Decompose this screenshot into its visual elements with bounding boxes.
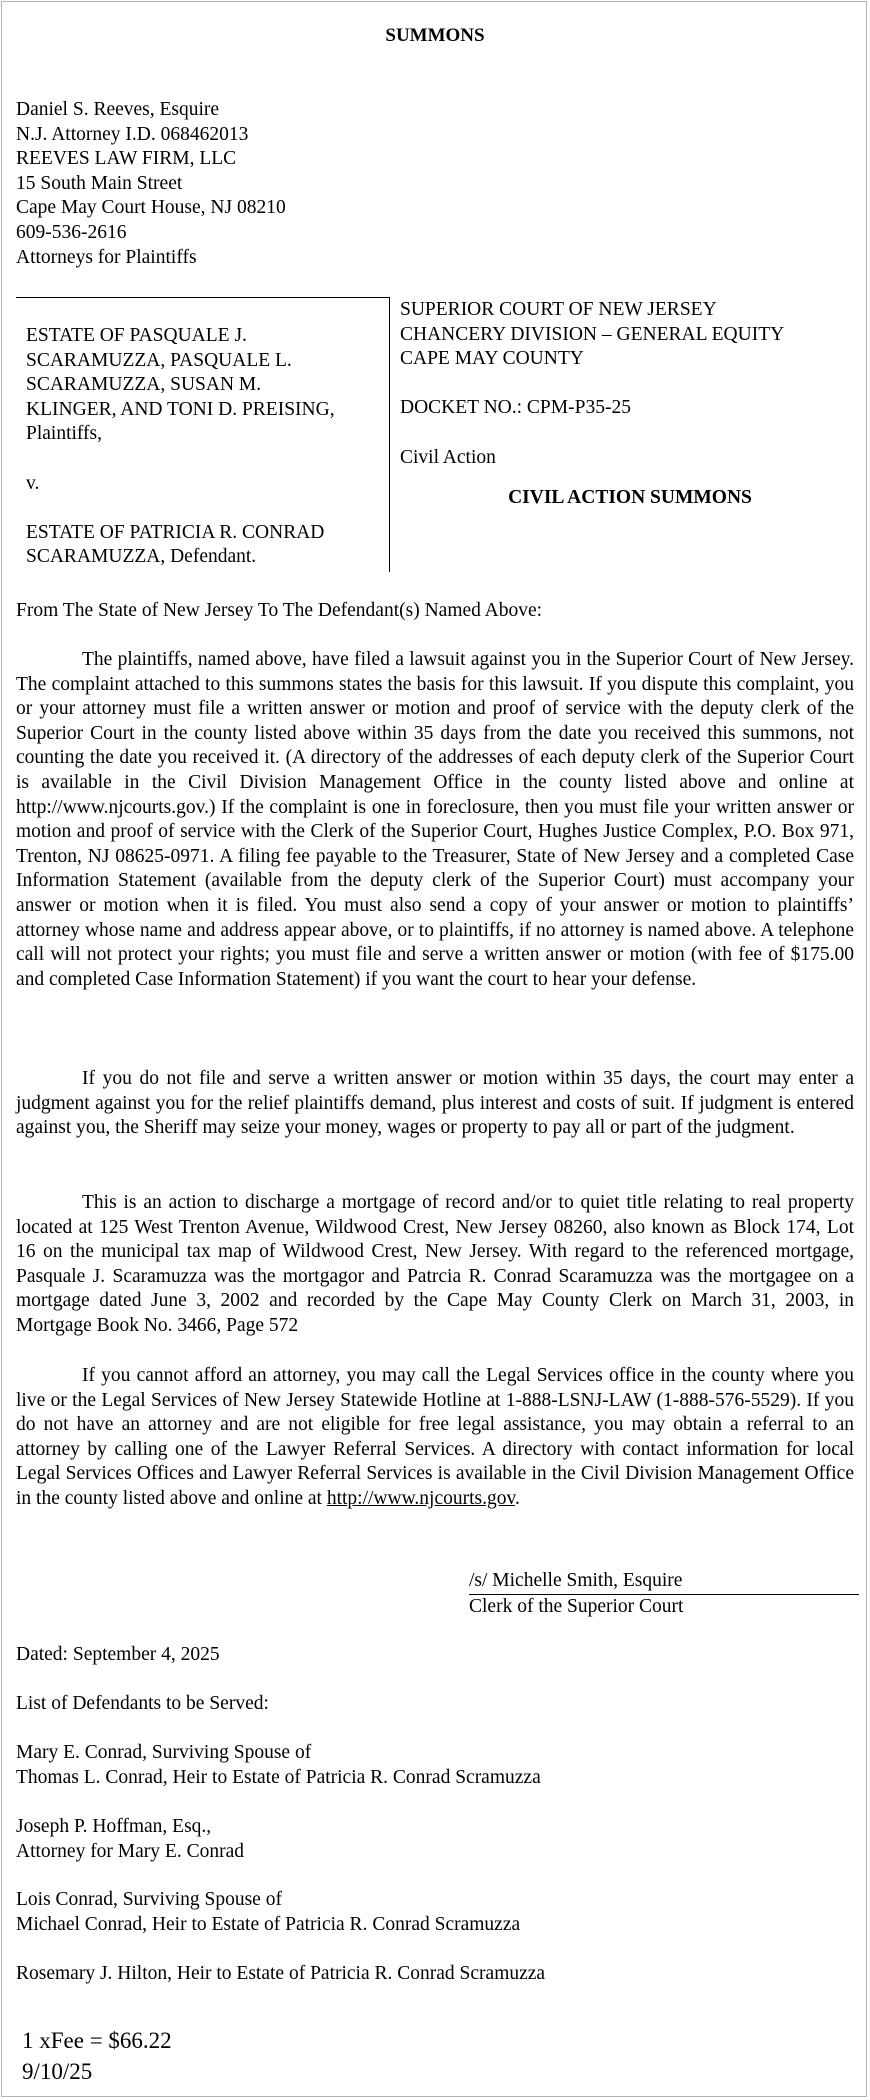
- signature-role: Clerk of the Superior Court: [469, 1595, 684, 1617]
- court-block: [400, 298, 860, 511]
- court-line: CHANCERY DIVISION – GENERAL EQUITY: [400, 323, 785, 345]
- plaintiff-line: SCARAMUZZA, SUSAN M.: [26, 374, 262, 396]
- defendant-line: SCARAMUZZA, Defendant.: [26, 546, 257, 568]
- attorney-id: N.J. Attorney I.D. 068462013: [16, 123, 249, 145]
- defendant-entry-line: Rosemary J. Hilton, Heir to Estate of Patricia R. Conrad Scramuzza: [16, 1963, 546, 1984]
- body-paragraph-2: [16, 1067, 854, 1141]
- defendant-entry: [16, 1888, 520, 1937]
- plaintiff-line: KLINGER, AND TONI D. PREISING,: [26, 398, 335, 420]
- defendant-entry: [16, 1962, 545, 1987]
- signature-name: /s/ Michelle Smith, Esquire: [469, 1569, 859, 1595]
- attorney-name: Daniel S. Reeves, Esquire: [16, 99, 220, 120]
- plaintiff-line: ESTATE OF PASQUALE J.: [26, 325, 247, 346]
- attorney-role: Attorneys for Plaintiffs: [16, 246, 197, 268]
- link-suffix: .: [514, 1487, 520, 1509]
- fee-date: 9/10/25: [22, 2059, 93, 2084]
- dated-line: Dated: September 4, 2025: [16, 1644, 220, 1665]
- body-paragraph-3: [16, 1191, 854, 1339]
- caption-divider: [389, 297, 390, 572]
- defendant-entry-line: Joseph P. Hoffman, Esq.,: [16, 1816, 212, 1837]
- defendant-entry-line: Lois Conrad, Surviving Spouse of: [16, 1889, 282, 1910]
- docket-number: DOCKET NO.: CPM-P35-25: [400, 397, 631, 419]
- plaintiff-line: SCARAMUZZA, PASQUALE L.: [26, 349, 292, 371]
- paragraph-text: This is an action to discharge a mortgage of record and/or to quiet title relating to real property located at 125 West Trenton Avenue, Wildwood Crest, New Jersey 08260, also known as Block 174, Lot 16 on the municipal tax map of Wildwood Crest, New Jersey. With regard to the referenced mortgage, Pasquale J. Scaramuzza was the mortgagor and Patrcia R. Conrad Scaramuzza was the mortgagee on a mortgage dated June 3, 2002 and recorded by the Cape May County Clerk on March 31, 2003, in Mortgage Book No. 3466, Page 572: [16, 1192, 854, 1336]
- defendant-line: ESTATE OF PATRICIA R. CONRAD: [26, 521, 325, 543]
- paragraph-text: The plaintiffs, named above, have filed a lawsuit against you in the Superior Court of New Jersey. The complaint attached to this summons states the basis for this lawsuit. If you dispute this complaint, you or your attorney must file a written answer or motion and proof of service with the deputy clerk of the Superior Court in the county listed above within 35 days from the date you received this summons, not counting the date you received it. (A directory of the addresses of each deputy clerk of the Superior Court is available in the Civil Division Management Office in the county listed above and online at http://www.njcourts.gov.) If the complaint is one in foreclosure, then you must file your written answer or motion and proof of service with the Clerk of the Superior Court, Hughes Justice Complex, P.O. Box 971, Trenton, NJ 08625-0971. A filing fee payable to the Treasurer, State of New Jersey and a completed Case Information Statement (available from the deputy clerk of the Superior Court) must accompany your answer or motion when it is filed. You must also send a copy of your answer or motion to plaintiffs’ attorney whose name and address appear above, or to plaintiffs, if no attorney is named above. A telephone call will not protect your rights; you must file and serve a written answer or motion (with fee of $175.00 and completed Case Information Statement) if you want the court to hear your defense.: [16, 649, 854, 990]
- case-parties: [26, 324, 381, 570]
- versus: v.: [26, 472, 40, 494]
- document-page: [1, 1, 867, 2097]
- body-paragraph-1: [16, 648, 854, 992]
- defendant-entry-line: Mary E. Conrad, Surviving Spouse of: [16, 1742, 312, 1763]
- paragraph-text: If you do not file and serve a written answer or motion within 35 days, the court may enter a judgment against you for the relief plaintiffs demand, plus interest and costs of suit. If judgment is entered against you, the Sheriff may seize your money, wages or property to pay all or part of the judgment.: [16, 1068, 854, 1139]
- civil-action-summons-heading: CIVIL ACTION SUMMONS: [508, 487, 752, 509]
- firm-city: Cape May Court House, NJ 08210: [16, 197, 286, 219]
- fee-amount: 1 xFee = $66.22: [22, 2028, 172, 2053]
- attorney-block: [16, 98, 286, 270]
- paragraph-text: If you cannot afford an attorney, you may call the Legal Services office in the county where you live or the Legal Services of New Jersey Statewide Hotline at 1-888-LSNJ-LAW (1-888-576-5529). If you do not have an attorney and are not eligible for free legal assistance, you may obtain a referral to an attorney by calling one of the Lawyer Referral Services. A directory with contact information for local Legal Services Offices and Lawyer Referral Services is available in the Civil Division Management Office in the county listed above and online at: [16, 1365, 854, 1509]
- defendant-entry-line: Michael Conrad, Heir to Estate of Patricia R. Conrad Scramuzza: [16, 1913, 521, 1935]
- court-line: SUPERIOR COURT OF NEW JERSEY: [400, 299, 717, 320]
- plaintiff-line: Plaintiffs,: [26, 423, 103, 445]
- caption-top-rule: [16, 297, 389, 298]
- defendant-entry-line: Thomas L. Conrad, Heir to Estate of Patricia R. Conrad Scramuzza: [16, 1766, 541, 1788]
- defendant-entry: [16, 1741, 541, 1790]
- firm-street: 15 South Main Street: [16, 172, 183, 194]
- defendants-heading: List of Defendants to be Served:: [16, 1693, 269, 1714]
- firm-phone: 609-536-2616: [16, 221, 127, 243]
- court-line: CAPE MAY COUNTY: [400, 348, 584, 370]
- handwritten-fee-note: [22, 2025, 172, 2087]
- civil-action-label: Civil Action: [400, 446, 496, 468]
- defendant-entry: [16, 1815, 244, 1864]
- law-firm: REEVES LAW FIRM, LLC: [16, 148, 237, 170]
- body-paragraph-4: [16, 1364, 854, 1512]
- document-title: SUMMONS: [385, 25, 485, 46]
- defendant-entry-line: Attorney for Mary E. Conrad: [16, 1840, 244, 1862]
- njcourts-link[interactable]: http://www.njcourts.gov: [326, 1487, 515, 1509]
- intro-line: From The State of New Jersey To The Defendant(s) Named Above:: [16, 600, 543, 621]
- signature-block: [469, 1569, 859, 1619]
